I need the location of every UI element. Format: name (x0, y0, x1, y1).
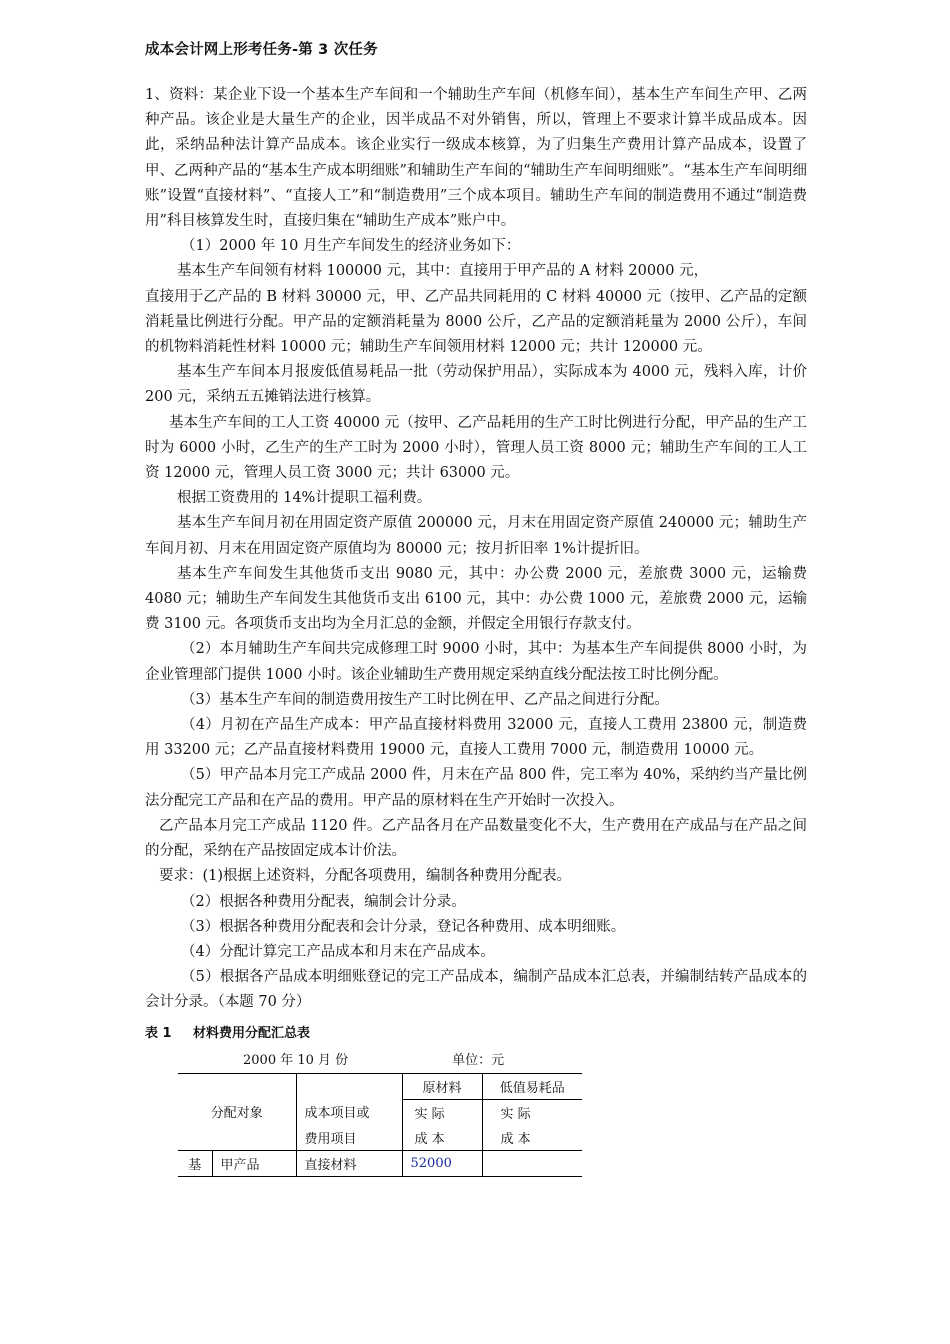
header-low-value: 低值易耗品 (482, 1073, 582, 1099)
table-number: 表 1 (145, 1025, 172, 1041)
row-group: 基 (178, 1150, 212, 1176)
paragraph-depreciation: 基本生产车间月初在用固定资产原值 200000 元，月末在用固定资产原值 240000 元；辅助生产车间月初、月末在用固定资产原值均为 80000 元；按月折旧率 1%计提折旧。 (145, 515, 807, 557)
paragraph-product-b: 乙产品本月完工产成品 1120 件。乙产品各月在产品数量变化不大，生产费用在产成品与在产品之间的分配，采纳在产品按固定成本计价法。 (145, 817, 807, 860)
header-target: 分配对象 (178, 1073, 296, 1150)
row-low-value (482, 1150, 582, 1176)
paragraph-requirement-2: （2）根据各种费用分配表，编制会计分录。 (181, 893, 466, 910)
header-raw-material: 原材料 (402, 1073, 482, 1099)
document-page (145, 38, 807, 1177)
header-low-cost: 成 本 (482, 1125, 582, 1151)
paragraph-material-1: 基本生产车间领有材料 100000 元，其中：直接用于甲产品的 A 材料 20000 元， (177, 263, 709, 280)
paragraph-item-2: （2）本月辅助生产车间共完成修理工时 9000 小时，其中：为基本生产车间提供 8000 小时，为企业管理部门提供 1000 小时。该企业辅助生产费用规定采纳直线分配法按工时比例分配。 (145, 641, 807, 683)
paragraph-business-header: （1）2000 年 10 月生产车间发生的经济业务如下： (181, 238, 521, 255)
paragraph-intro: 1、资料：某企业下设一个基本生产车间和一个辅助生产车间（机修车间），基本生产车间生产甲、乙两种产品。该企业是大量生产的企业，因半成品不对外销售，所以，管理上不要求计算半成品成本。因此，采纳品种法计算产品成本。该企业实行一级成本核算，为了归集生产费用计算产品成本，设置了甲、乙两种产品的“基本生产成本明细账”和辅助生产车间的“辅助生产车间明细账”。“基本生产车间明细账”设置“直接材料”、“直接人工”和“制造费用”三个成本项目。辅助生产车间的制造费用不通过“制造费用”科目核算发生时，直接归集在“辅助生产成本”账户中。 (145, 87, 807, 230)
header-raw-actual: 实 际 (402, 1099, 482, 1125)
row-item: 直接材料 (296, 1150, 402, 1176)
paragraph-material-2: 直接用于乙产品的 B 材料 30000 元，甲、乙产品共同耗用的 C 材料 40000 元（按甲、乙产品的定额消耗量比例进行分配。甲产品的定额消耗量为 8000 公斤，乙产品的定额消耗量为 2000 公斤），车间的机物料消耗性材料 10000 元；辅助生产车间领用材料 12000 元；共计 120000 元。 (145, 288, 807, 356)
table-name: 材料费用分配汇总表 (193, 1025, 311, 1041)
paragraph-requirement-4: （4）分配计算完工产品成本和月末在产品成本。 (181, 943, 495, 960)
paragraph-wages: 基本生产车间的工人工资 40000 元（按甲、乙产品耗用的生产工时比例进行分配，甲产品的生产工时为 6000 小时，乙生产的生产工时为 2000 小时），管理人员工资 8000 元；辅助生产车间的工人工资 12000 元，管理人员工资 3000 元；共计 63000 元。 (145, 414, 807, 482)
header-item-spacer (296, 1073, 402, 1099)
document-body (145, 83, 807, 1016)
header-low-actual: 实 际 (482, 1099, 582, 1125)
table-period: 2000 年 10 月 份 (243, 1052, 349, 1068)
paragraph-expenses: 基本生产车间发生其他货币支出 9080 元，其中：办公费 2000 元，差旅费 3000 元，运输费 4080 元；辅助生产车间发生其他货币支出 6100 元，其中：办公费 1000 元，差旅费 2000 元，运输费 3100 元。各项货币支出均为全月汇总的金额，并假定全用银行存款支付。 (145, 565, 807, 633)
table-subtitle (243, 1049, 807, 1069)
paragraph-requirement-1: 要求：(1)根据上述资料，分配各项费用，编制各种费用分配表。 (159, 868, 572, 885)
paragraph-requirement-5: （5）根据各产品成本明细账登记的完工产品成本，编制产品成本汇总表，并编制结转产品成本的会计分录。（本题 70 分） (145, 969, 807, 1011)
row-target: 甲产品 (212, 1150, 296, 1176)
paragraph-low-value: 基本生产车间本月报废低值易耗品一批（劳动保护用品），实际成本为 4000 元，残料入库，计价 200 元，采纳五五摊销法进行核算。 (145, 364, 807, 406)
header-item-line2: 费用项目 (296, 1125, 402, 1151)
table-title (145, 1022, 807, 1041)
header-raw-cost: 成 本 (402, 1125, 482, 1151)
paragraph-welfare: 根据工资费用的 14%计提职工福利费。 (177, 490, 432, 507)
paragraph-requirement-3: （3）根据各种费用分配表和会计分录，登记各种费用、成本明细账。 (181, 918, 626, 935)
paragraph-item-5: （5）甲产品本月完工产成品 2000 件，月末在产品 800 件，完工率为 40%，采纳约当产量比例法分配完工产品和在产品的费用。甲产品的原材料在生产开始时一次投入。 (145, 767, 807, 809)
paragraph-item-3: （3）基本生产车间的制造费用按生产工时比例在甲、乙产品之间进行分配。 (181, 691, 669, 708)
header-item-line1: 成本项目或 (296, 1099, 402, 1125)
material-cost-table (178, 1073, 582, 1177)
table-row (178, 1150, 582, 1176)
paragraph-item-4: （4）月初在产品生产成本：甲产品直接材料费用 32000 元，直接人工费用 23800 元，制造费用 33200 元；乙产品直接材料费用 19000 元，直接人工费用 7000 元，制造费用 10000 元。 (145, 717, 807, 759)
row-raw-material: 52000 (402, 1150, 482, 1176)
table-unit: 单位：元 (452, 1052, 505, 1068)
document-title: 成本会计网上形考任务-第 3 次任务 (145, 42, 378, 58)
